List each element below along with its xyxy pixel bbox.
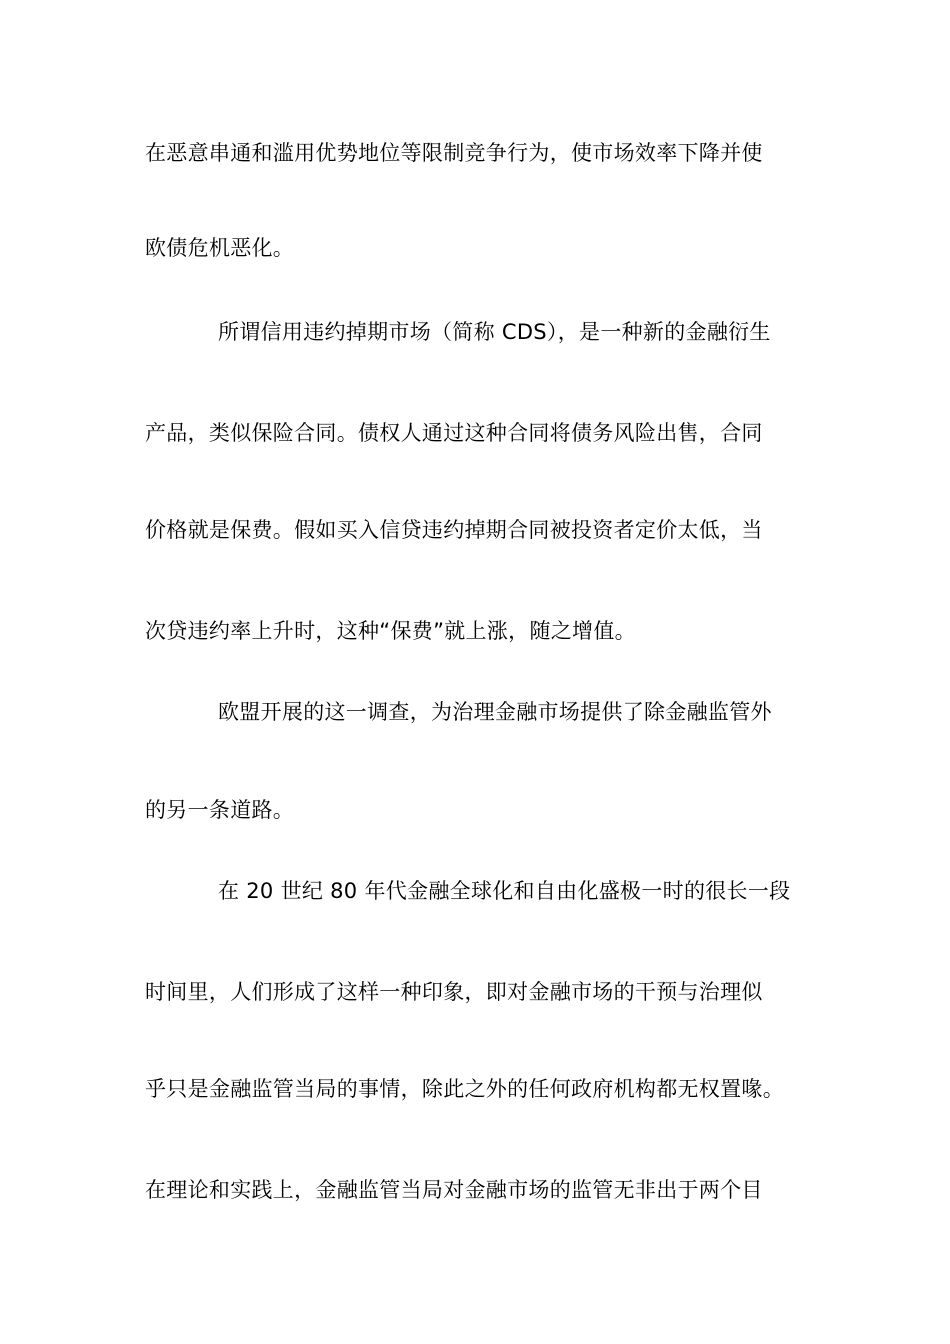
paragraph-line: 欧盟开展的这一调查，为治理金融市场提供了除金融监管外 <box>218 700 772 724</box>
paragraph-line: 价格就是保费。假如买入信贷违约掉期合同被投资者定价太低，当 <box>145 518 763 542</box>
paragraph-line: 时间里，人们形成了这样一种印象，即对金融市场的干预与治理似 <box>145 980 763 1004</box>
paragraph-line: 所谓信用违约掉期市场（简称 CDS），是一种新的金融衍生 <box>218 320 771 344</box>
paragraph-line: 欧债危机恶化。 <box>145 236 295 260</box>
paragraph-line: 在恶意串通和滥用优势地位等限制竞争行为，使市场效率下降并使 <box>145 141 763 165</box>
paragraph-line: 次贷违约率上升时，这种“保费”就上涨，随之增值。 <box>145 619 636 643</box>
paragraph-line: 在理论和实践上，金融监管当局对金融市场的监管无非出于两个目 <box>145 1178 763 1202</box>
paragraph-line: 产品，类似保险合同。债权人通过这种合同将债务风险出售，合同 <box>145 421 763 445</box>
paragraph-line: 的另一条道路。 <box>145 798 295 822</box>
paragraph-line: 乎只是金融监管当局的事情，除此之外的任何政府机构都无权置喙。 <box>145 1077 784 1101</box>
paragraph-line: 在 20 世纪 80 年代金融全球化和自由化盛极一时的很长一段 <box>218 879 791 903</box>
